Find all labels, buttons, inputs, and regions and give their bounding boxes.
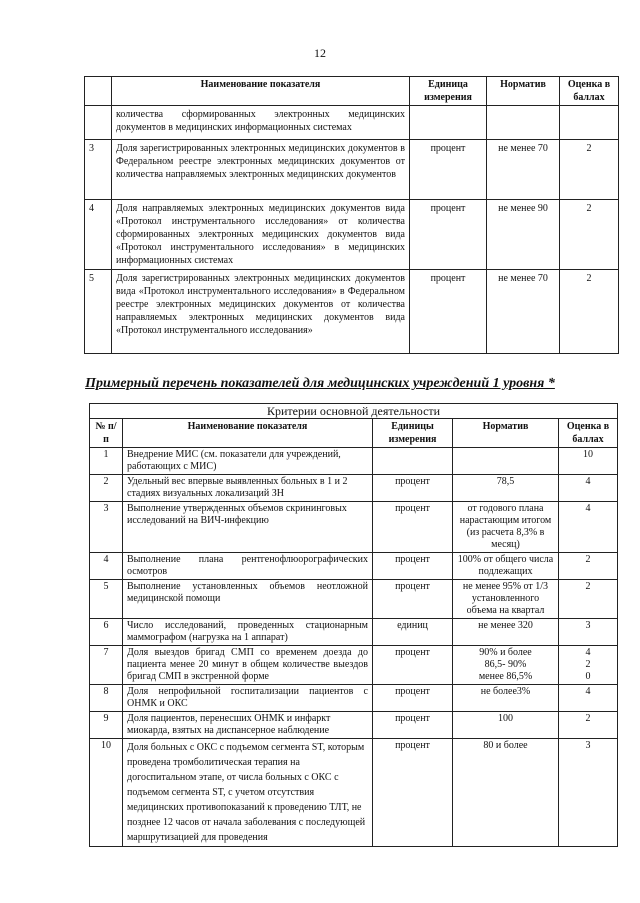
row-score bbox=[559, 712, 618, 739]
row-num: 3 bbox=[85, 140, 112, 200]
row-unit: процент bbox=[410, 140, 487, 200]
norm-line: не менее 95% от 1/3 установленного объема на квартал bbox=[462, 581, 549, 616]
table-row bbox=[85, 106, 619, 140]
table-row bbox=[90, 475, 618, 502]
table-row bbox=[85, 140, 619, 200]
row-name: Число исследований, проведенных стационарным маммографом (нагрузка на 1 аппарат) bbox=[123, 619, 373, 646]
row-norm bbox=[453, 553, 559, 580]
row-unit: процент bbox=[410, 200, 487, 270]
row-score bbox=[559, 448, 618, 475]
header-norm: Норматив bbox=[453, 419, 559, 448]
row-norm: не менее 90 bbox=[487, 200, 560, 270]
score-line: 10 bbox=[583, 449, 594, 460]
row-num: 6 bbox=[90, 619, 123, 646]
row-num: 1 bbox=[90, 448, 123, 475]
row-num: 4 bbox=[85, 200, 112, 270]
norm-line: 86,5- 90% bbox=[484, 659, 527, 670]
row-norm bbox=[453, 475, 559, 502]
header-score: Оценка в баллах bbox=[559, 419, 618, 448]
row-name: Выполнение плана рентгенофлюорографических осмотров bbox=[123, 553, 373, 580]
score-line: 2 bbox=[585, 659, 591, 670]
row-norm bbox=[487, 106, 560, 140]
row-norm bbox=[453, 685, 559, 712]
row-score bbox=[559, 685, 618, 712]
norm-line: 90% и более bbox=[479, 647, 532, 658]
header-score: Оценка в баллах bbox=[560, 77, 619, 106]
row-norm bbox=[453, 448, 559, 475]
row-score: 2 bbox=[560, 140, 619, 200]
row-norm bbox=[453, 580, 559, 619]
norm-line: 100 bbox=[498, 713, 513, 724]
header-unit: Единица измерения bbox=[410, 77, 487, 106]
row-name: Выполнение установленных объемов неотложной медицинской помощи bbox=[123, 580, 373, 619]
section-title: Примерный перечень показателей для медицинских учреждений 1 уровня * bbox=[85, 376, 555, 391]
row-score bbox=[559, 553, 618, 580]
row-num: 5 bbox=[85, 270, 112, 354]
row-score bbox=[559, 619, 618, 646]
row-num: 9 bbox=[90, 712, 123, 739]
row-unit: процент bbox=[373, 475, 453, 502]
row-score bbox=[559, 580, 618, 619]
row-name: Доля зарегистрированных электронных медицинских документов вида «Протокол инструментального исследования» в Федеральном реестре электронных медицинских документов от количества направляемых электронных медицинских документов вида «Протокол инструментального исследования» bbox=[112, 270, 410, 354]
row-name: Доля больных с ОКС с подъемом сегмента ST, которым проведена тромболитическая терапия на догоспитальном этапе, от числа больных с ОКС с подъемом сегмента ST, с учетом отсутствия медицинских противопоказаний к проведению ТЛТ, не позднее 12 часов от начала заболевания с последующей маршрутизацией для проведения bbox=[123, 739, 373, 847]
norm-line: менее 86,5% bbox=[478, 671, 533, 682]
row-score bbox=[559, 646, 618, 685]
score-line: 2 bbox=[585, 581, 591, 592]
table-row bbox=[90, 448, 618, 475]
norm-line: 78,5 bbox=[496, 476, 515, 487]
row-norm bbox=[453, 502, 559, 553]
row-unit: процент bbox=[373, 712, 453, 739]
header-name: Наименование показателя bbox=[112, 77, 410, 106]
row-num: 8 bbox=[90, 685, 123, 712]
norm-line: 100% от общего числа подлежащих bbox=[457, 554, 554, 577]
row-score bbox=[559, 502, 618, 553]
row-unit: процент bbox=[373, 502, 453, 553]
score-line: 3 bbox=[585, 740, 591, 751]
score-line: 4 bbox=[585, 686, 591, 697]
header-num bbox=[85, 77, 112, 106]
row-unit bbox=[410, 106, 487, 140]
row-name: Доля пациентов, перенесших ОНМК и инфаркт миокарда, взятых на диспансерное наблюдение bbox=[123, 712, 373, 739]
table-row bbox=[90, 580, 618, 619]
row-num: 3 bbox=[90, 502, 123, 553]
table-row bbox=[90, 553, 618, 580]
row-score: 2 bbox=[560, 270, 619, 354]
header-num: № п/п bbox=[90, 419, 123, 448]
table-caption: Критерии основной деятельности bbox=[90, 404, 618, 419]
row-norm bbox=[453, 646, 559, 685]
row-score bbox=[560, 106, 619, 140]
table-row bbox=[90, 739, 618, 847]
row-unit: процент bbox=[373, 580, 453, 619]
row-norm bbox=[453, 712, 559, 739]
norm-line: 80 и более bbox=[483, 740, 528, 751]
row-name: Выполнение утвержденных объемов скрининговых исследований на ВИЧ-инфекцию bbox=[123, 502, 373, 553]
row-name: Удельный вес впервые выявленных больных в 1 и 2 стадиях визуальных локализаций ЗН bbox=[123, 475, 373, 502]
row-norm: не менее 70 bbox=[487, 140, 560, 200]
indicators-table-continued bbox=[84, 76, 619, 354]
row-num: 10 bbox=[90, 739, 123, 847]
table-row bbox=[90, 502, 618, 553]
table-row bbox=[90, 685, 618, 712]
score-line: 4 bbox=[585, 647, 591, 658]
table-row bbox=[90, 712, 618, 739]
row-unit: единиц bbox=[373, 619, 453, 646]
row-unit: процент bbox=[373, 739, 453, 847]
row-name: Доля непрофильной госпитализации пациентов с ОНМК и ОКС bbox=[123, 685, 373, 712]
row-name: количества сформированных электронных медицинских документов в медицинских информационных системах bbox=[112, 106, 410, 140]
row-unit: процент bbox=[373, 646, 453, 685]
row-num bbox=[85, 106, 112, 140]
row-norm bbox=[453, 619, 559, 646]
row-unit bbox=[373, 448, 453, 475]
row-name: Доля выездов бригад СМП со временем доезда до пациента менее 20 минут в общем количестве выездов бригад СМП в экстренной форме bbox=[123, 646, 373, 685]
row-score bbox=[559, 739, 618, 847]
row-name: Доля направляемых электронных медицинских документов вида «Протокол инструментального исследования» от количества сформированных электронных медицинских документов вида «Протокол инструментального исследования» в медицинских информационных системах bbox=[112, 200, 410, 270]
header-unit: Единицы измерения bbox=[373, 419, 453, 448]
page-number: 12 bbox=[314, 46, 326, 60]
score-line: 2 bbox=[585, 554, 591, 565]
table-row bbox=[85, 270, 619, 354]
row-num: 4 bbox=[90, 553, 123, 580]
table-row bbox=[90, 646, 618, 685]
row-unit: процент bbox=[373, 685, 453, 712]
score-line: 2 bbox=[585, 713, 591, 724]
row-score bbox=[559, 475, 618, 502]
table-row bbox=[90, 619, 618, 646]
row-num: 2 bbox=[90, 475, 123, 502]
score-line: 4 bbox=[585, 476, 591, 487]
row-unit: процент bbox=[373, 553, 453, 580]
row-num: 7 bbox=[90, 646, 123, 685]
row-norm bbox=[453, 739, 559, 847]
row-num: 5 bbox=[90, 580, 123, 619]
score-line: 0 bbox=[585, 671, 591, 682]
table-row bbox=[85, 200, 619, 270]
row-name: Внедрение МИС (см. показатели для учреждений, работающих с МИС) bbox=[123, 448, 373, 475]
row-score: 2 bbox=[560, 200, 619, 270]
row-name: Доля зарегистрированных электронных медицинских документов в Федеральном реестре электронных медицинских документов от количества направляемых электронных медицинских документов bbox=[112, 140, 410, 200]
score-line: 4 bbox=[585, 503, 591, 514]
row-unit: процент bbox=[410, 270, 487, 354]
norm-line: от годового плана нарастающим итогом (из расчета 8,3% в месяц) bbox=[459, 503, 552, 550]
header-norm: Норматив bbox=[487, 77, 560, 106]
level1-indicators-table bbox=[89, 403, 618, 847]
norm-line: не более3% bbox=[480, 686, 531, 697]
header-name: Наименование показателя bbox=[123, 419, 373, 448]
row-norm: не менее 70 bbox=[487, 270, 560, 354]
score-line: 3 bbox=[585, 620, 591, 631]
norm-line: не менее 320 bbox=[478, 620, 533, 631]
